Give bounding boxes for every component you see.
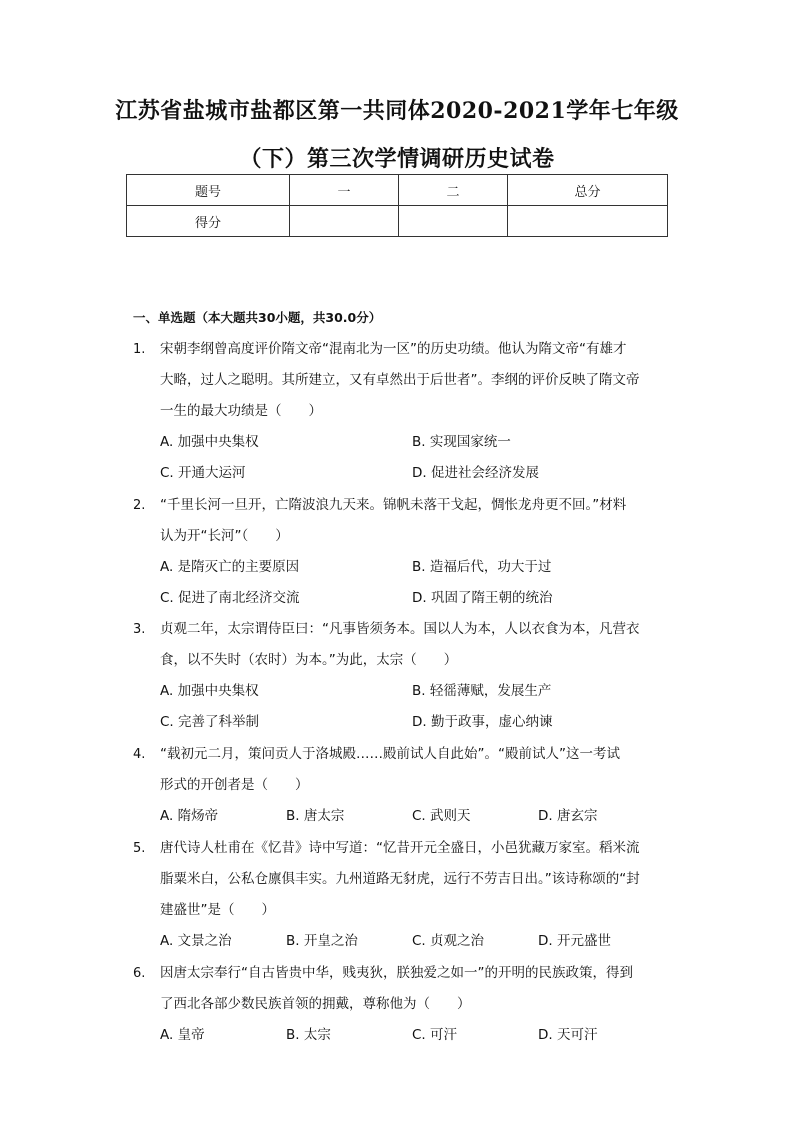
exam-title-line1: 江苏省盐城市盐都区第一共同体2020-2021学年七年级 [115, 98, 679, 124]
section-heading: 一、单选题（本大题共30小题，共30.0分） [133, 310, 382, 325]
option-c: C. 完善了科举制 [160, 714, 260, 730]
question-number: 1. [133, 342, 146, 357]
score-cell-score-part1 [290, 206, 399, 237]
score-cell-score-label: 得分 [127, 206, 290, 237]
score-cell-score-total [508, 206, 668, 237]
option-b: B. 轻徭薄赋，发展生产 [412, 683, 552, 699]
option-d: D. 唐玄宗 [538, 808, 598, 824]
question-line: 唐代诗人杜甫在《忆昔》诗中写道：“忆昔开元全盛日，小邑犹藏万家室。稻米流 [160, 840, 640, 856]
question-line: 建盛世”是（ ） [160, 902, 275, 918]
option-d: D. 巩固了隋王朝的统治 [412, 590, 553, 606]
score-cell-part1: 一 [290, 175, 399, 206]
option-a: A. 皇帝 [160, 1027, 205, 1043]
score-cell-part2: 二 [399, 175, 508, 206]
option-c: C. 贞观之治 [412, 933, 485, 949]
question-line: 食，以不失时（农时）为本。”为此，太宗（ ） [160, 652, 458, 668]
question-line: 因唐太宗奉行“自古皆贵中华，贱夷狄，朕独爱之如一”的开明的民族政策，得到 [160, 965, 633, 981]
option-a: A. 加强中央集权 [160, 683, 259, 699]
question-number: 4. [133, 747, 146, 762]
score-cell-total: 总分 [508, 175, 668, 206]
question-line: 宋朝李纲曾高度评价隋文帝“混南北为一区”的历史功绩。他认为隋文帝“有雄才 [160, 341, 627, 357]
option-c: C. 促进了南北经济交流 [160, 590, 300, 606]
question-number: 5. [133, 841, 146, 856]
question-text [160, 490, 670, 552]
option-c: C. 武则天 [412, 808, 471, 824]
question-line: 一生的最大功绩是（ ） [160, 403, 322, 419]
question-number: 6. [133, 966, 146, 981]
option-a: A. 隋炀帝 [160, 808, 219, 824]
question-text [160, 739, 670, 801]
option-d: D. 促进社会经济发展 [412, 465, 539, 481]
question-line: “千里长河一旦开，亡隋波浪九天来。锦帆未落干戈起，惆怅龙舟更不回。”材料 [160, 497, 627, 513]
question-text [160, 833, 670, 926]
question-line: 认为开“长河”（ ） [160, 528, 289, 544]
option-d: D. 天可汗 [538, 1027, 598, 1043]
option-b: B. 唐太宗 [286, 808, 345, 824]
option-a: A. 是隋灭亡的主要原因 [160, 559, 300, 575]
option-d: D. 开元盛世 [538, 933, 611, 949]
question-line: 了西北各部少数民族首领的拥戴，尊称他为（ ） [160, 996, 471, 1012]
question-line: 贞观二年，太宗谓侍臣曰：“凡事皆须务本。国以人为本，人以衣食为本，凡营衣 [160, 621, 640, 637]
question-text [160, 614, 670, 676]
option-b: B. 实现国家统一 [412, 434, 511, 450]
question-line: 脂粟米白，公私仓廪俱丰实。九州道路无豺虎，远行不劳吉日出。”该诗称颂的“封 [160, 871, 640, 887]
exam-title-line2: （下）第三次学情调研历史试卷 [239, 146, 555, 172]
option-b: B. 开皇之治 [286, 933, 358, 949]
option-b: B. 造福后代，功大于过 [412, 559, 552, 575]
question-line: “载初元二月，策问贡人于洛城殿……殿前试人自此始”。“殿前试人”这一考试 [160, 746, 620, 762]
score-table-score-row [127, 206, 668, 237]
option-d: D. 勤于政事，虚心纳谏 [412, 714, 553, 730]
score-table-header-row [127, 175, 668, 206]
option-a: A. 加强中央集权 [160, 434, 259, 450]
option-c: C. 可汗 [412, 1027, 458, 1043]
question-line: 大略，过人之聪明。其所建立，又有卓然出于后世者”。李纲的评价反映了隋文帝 [160, 372, 640, 388]
score-table [126, 174, 668, 237]
question-number: 2. [133, 498, 146, 513]
option-a: A. 文景之治 [160, 933, 232, 949]
question-text [160, 334, 670, 427]
question-number: 3. [133, 622, 146, 637]
score-cell-label: 题号 [127, 175, 290, 206]
option-b: B. 太宗 [286, 1027, 331, 1043]
question-line: 形式的开创者是（ ） [160, 777, 309, 793]
option-c: C. 开通大运河 [160, 465, 246, 481]
score-cell-score-part2 [399, 206, 508, 237]
question-text [160, 958, 670, 1020]
